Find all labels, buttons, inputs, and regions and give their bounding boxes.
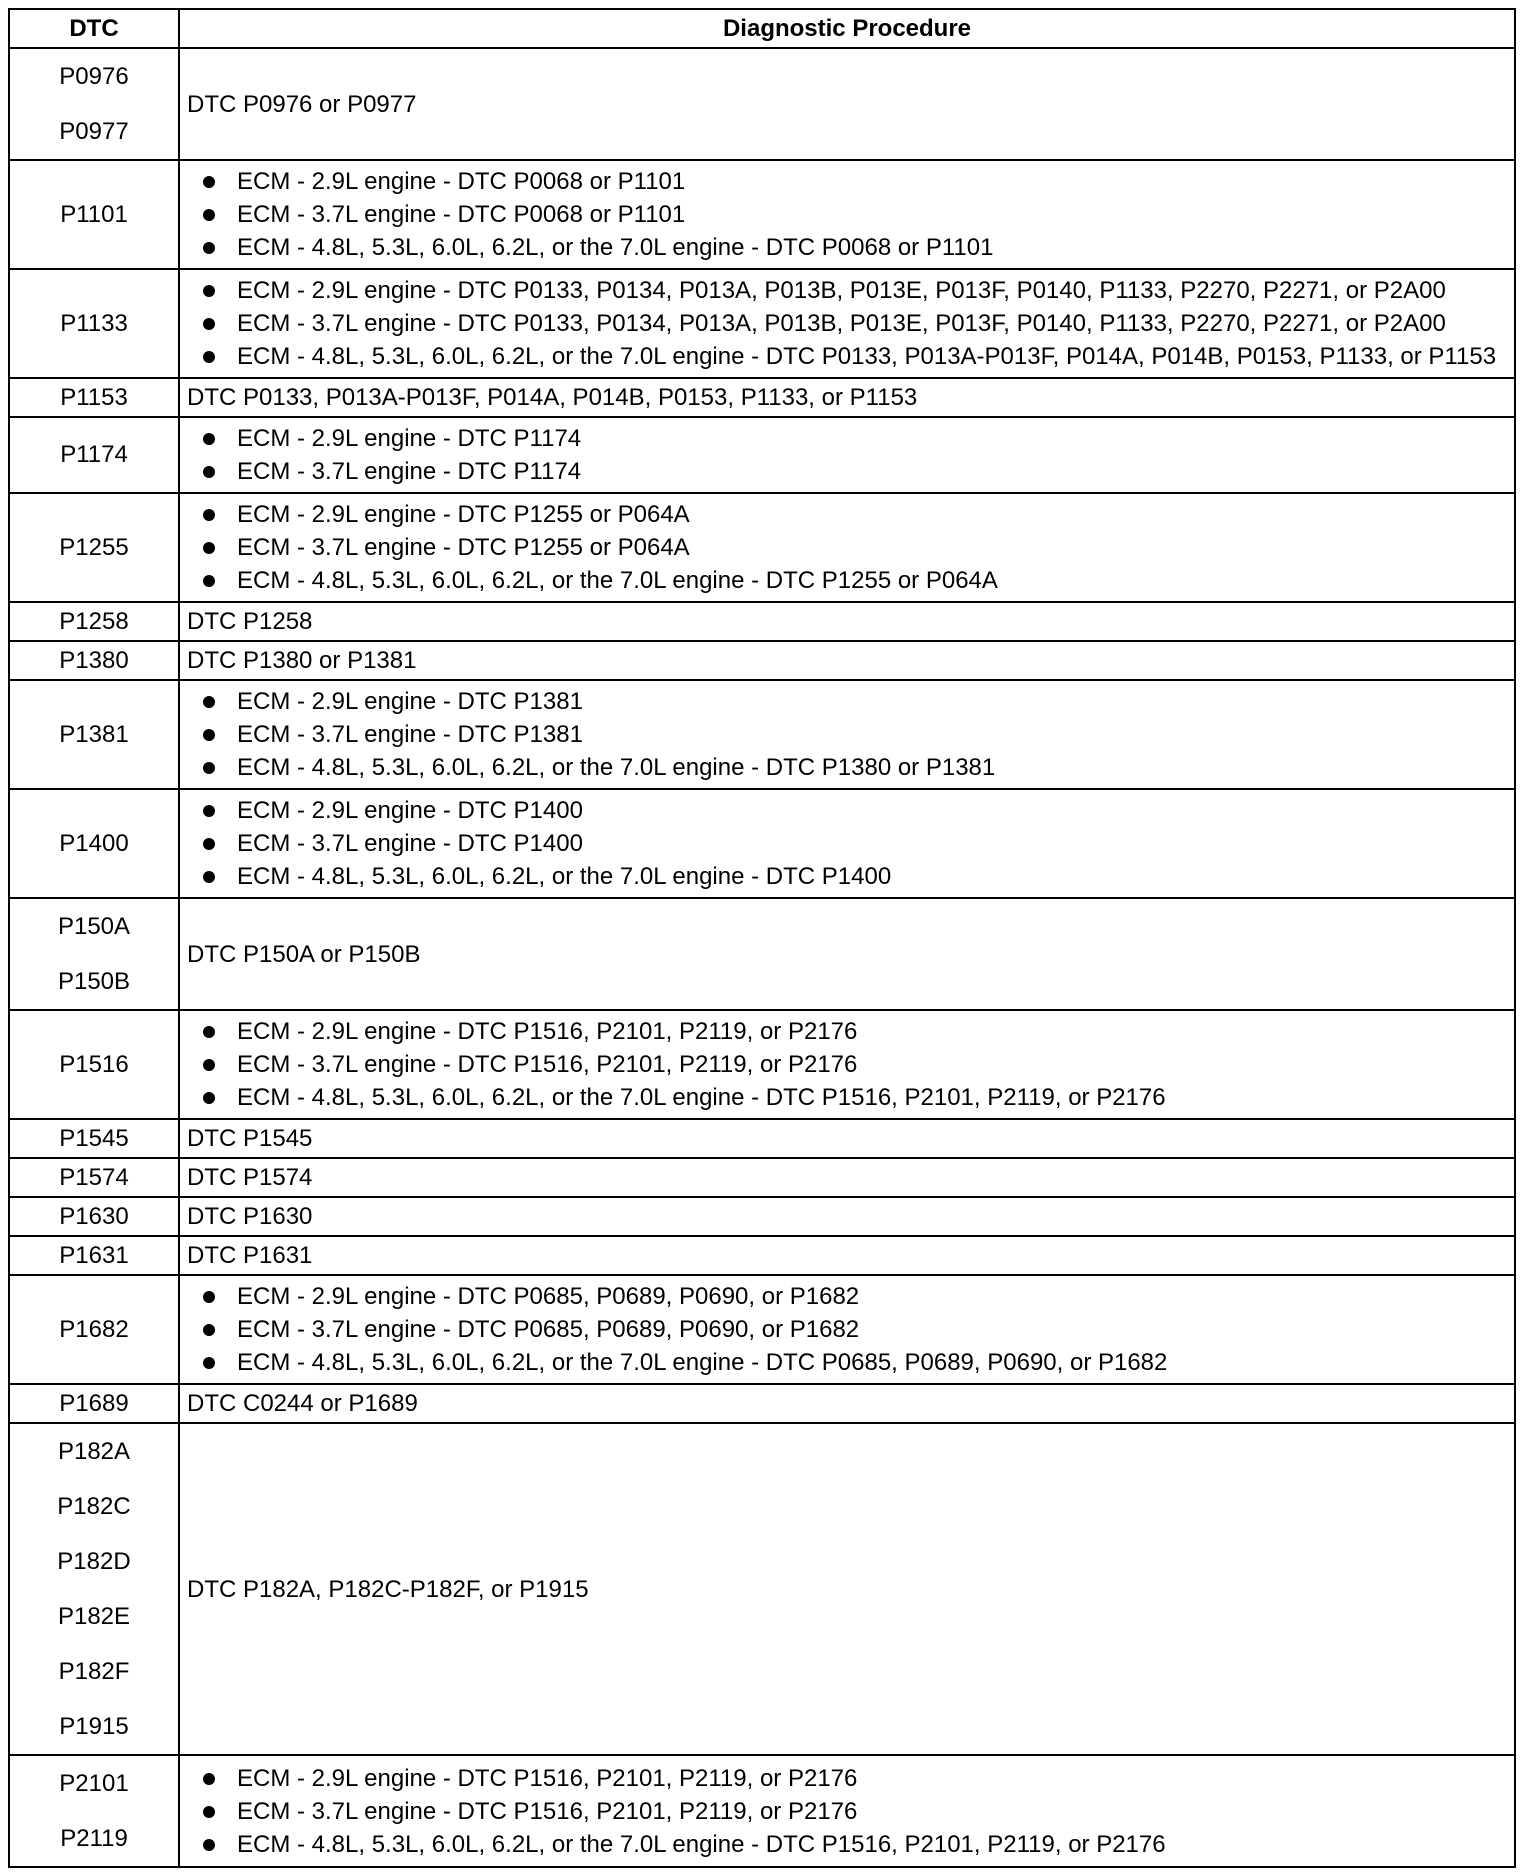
bullet-icon <box>203 509 215 521</box>
procedure-bullet-list <box>187 794 1506 893</box>
dtc-code: P1545 <box>59 1124 129 1152</box>
procedure-link-text[interactable]: ECM - 2.9L engine - DTC P1516, P2101, P2119, or P2176 <box>237 1764 858 1792</box>
dtc-code: P182F <box>58 1658 130 1685</box>
dtc-code: P1516 <box>59 1050 129 1078</box>
procedure-link-text[interactable]: ECM - 4.8L, 5.3L, 6.0L, 6.2L, or the 7.0L engine - DTC P0685, P0689, P0690, or P1682 <box>237 1349 1168 1376</box>
diagnostic-procedure-cell <box>179 378 1515 417</box>
procedure-link-text[interactable]: ECM - 3.7L engine - DTC P1400 <box>237 830 583 857</box>
procedure-link-text[interactable]: DTC P1631 <box>187 1242 313 1269</box>
procedure-bullet-item <box>187 827 1506 860</box>
procedure-link-text[interactable]: ECM - 3.7L engine - DTC P1174 <box>237 458 582 485</box>
procedure-link-text[interactable]: DTC P0976 or P0977 <box>187 90 417 118</box>
table-row <box>9 1384 1515 1423</box>
bullet-icon <box>203 542 215 554</box>
dtc-code: P1682 <box>59 1315 129 1343</box>
diagnostic-procedure-cell <box>179 898 1515 1010</box>
procedure-bullet-item <box>187 1015 1506 1048</box>
table-row <box>9 1119 1515 1158</box>
dtc-code-cell <box>9 378 179 417</box>
dtc-code-cell <box>9 160 179 269</box>
bullet-icon <box>203 318 215 330</box>
table-row <box>9 898 1515 1010</box>
bullet-icon <box>203 805 215 817</box>
procedure-bullet-item <box>187 498 1506 531</box>
procedure-link-text[interactable]: ECM - 2.9L engine - DTC P1381 <box>237 688 583 715</box>
diagnostic-procedure-cell <box>179 1755 1515 1867</box>
bullet-icon <box>203 696 215 708</box>
diagnostic-procedure-cell <box>179 1010 1515 1119</box>
table-row <box>9 493 1515 602</box>
procedure-link-text[interactable]: ECM - 4.8L, 5.3L, 6.0L, 6.2L, or the 7.0L engine - DTC P1516, P2101, P2119, or P2176 <box>237 1084 1166 1111</box>
procedure-link-text[interactable]: ECM - 2.9L engine - DTC P0133, P0134, P013A, P013B, P013E, P013F, P0140, P1133, P2270, P2271, or P2A00 <box>237 277 1446 304</box>
dtc-code: P1689 <box>59 1389 129 1417</box>
diagnostic-procedure-cell <box>179 789 1515 898</box>
dtc-code: P1255 <box>59 533 129 561</box>
bullet-icon <box>203 729 215 741</box>
dtc-code-cell <box>9 1197 179 1236</box>
procedure-link-text[interactable]: ECM - 3.7L engine - DTC P0068 or P1101 <box>237 201 686 228</box>
procedure-bullet-list <box>187 1015 1506 1114</box>
dtc-code: P1101 <box>60 200 128 228</box>
bullet-icon <box>203 1324 215 1336</box>
table-row <box>9 160 1515 269</box>
dtc-code: P2119 <box>60 1825 128 1852</box>
procedure-bullet-list <box>187 422 1506 488</box>
procedure-link-text[interactable]: DTC P1258 <box>187 608 313 635</box>
bullet-icon <box>203 242 215 254</box>
diagnostic-procedure-cell <box>179 1236 1515 1275</box>
dtc-code: P182C <box>57 1493 131 1520</box>
procedure-link-text[interactable]: DTC P0133, P013A-P013F, P014A, P014B, P0153, P1133, or P1153 <box>187 384 918 411</box>
procedure-link-text[interactable]: ECM - 2.9L engine - DTC P0068 or P1101 <box>237 168 686 195</box>
bullet-icon <box>203 351 215 363</box>
table-row <box>9 641 1515 680</box>
dtc-code-cell <box>9 1275 179 1384</box>
bullet-icon <box>203 1291 215 1303</box>
diagnostic-procedure-cell <box>179 493 1515 602</box>
dtc-code-cell <box>9 898 179 1010</box>
table-header-row <box>9 9 1515 48</box>
bullet-icon <box>203 871 215 883</box>
dtc-column-header: DTC <box>9 9 179 48</box>
dtc-code-cell <box>9 1423 179 1755</box>
procedure-bullet-item <box>187 1828 1506 1861</box>
dtc-code-cell <box>9 641 179 680</box>
dtc-code: P182E <box>57 1603 131 1630</box>
dtc-code: P1630 <box>59 1202 129 1230</box>
procedure-bullet-item <box>187 531 1506 564</box>
procedure-link-text[interactable]: DTC P1574 <box>187 1164 313 1191</box>
diagnostic-procedure-cell <box>179 1275 1515 1384</box>
procedure-link-text[interactable]: ECM - 2.9L engine - DTC P0685, P0689, P0690, or P1682 <box>237 1283 860 1310</box>
procedure-link-text[interactable]: ECM - 3.7L engine - DTC P1255 or P064A <box>237 534 690 561</box>
procedure-link-text[interactable]: ECM - 4.8L, 5.3L, 6.0L, 6.2L, or the 7.0L engine - DTC P0133, P013A-P013F, P014A, P014B, P0153, P1133, or P1153 <box>237 343 1497 370</box>
procedure-link-text[interactable]: ECM - 2.9L engine - DTC P1174 <box>237 425 582 452</box>
table-row <box>9 48 1515 160</box>
bullet-icon <box>203 762 215 774</box>
diagnostic-procedure-cell <box>179 1197 1515 1236</box>
procedure-bullet-item <box>187 422 1506 455</box>
procedure-link-text[interactable]: DTC P1545 <box>187 1125 313 1152</box>
dtc-code-cell <box>9 789 179 898</box>
diagnostic-procedure-cell <box>179 641 1515 680</box>
procedure-bullet-item <box>187 1313 1506 1346</box>
dtc-code: P150A <box>57 913 131 940</box>
bullet-icon <box>203 466 215 478</box>
diagnostic-procedure-cell <box>179 602 1515 641</box>
table-row <box>9 1010 1515 1119</box>
procedure-bullet-item <box>187 718 1506 751</box>
dtc-code-cell <box>9 1119 179 1158</box>
procedure-bullet-item <box>187 274 1506 307</box>
table-row <box>9 1755 1515 1867</box>
diagnostic-procedure-cell <box>179 48 1515 160</box>
procedure-bullet-item <box>187 794 1506 827</box>
procedure-link-text[interactable]: ECM - 3.7L engine - DTC P1516, P2101, P2119, or P2176 <box>237 1051 858 1078</box>
procedure-bullet-list <box>187 498 1506 597</box>
dtc-code: P182A <box>57 1438 131 1465</box>
diagnostic-procedure-cell <box>179 417 1515 493</box>
dtc-code: P1574 <box>59 1163 129 1191</box>
diagnostic-procedure-cell <box>179 1384 1515 1423</box>
dtc-code-cell <box>9 1755 179 1867</box>
table-row <box>9 602 1515 641</box>
dtc-code-cell <box>9 680 179 789</box>
procedure-link-text[interactable]: DTC P1630 <box>187 1203 313 1230</box>
dtc-code-cell <box>9 493 179 602</box>
procedure-bullet-list <box>187 165 1506 264</box>
procedure-link-text[interactable]: ECM - 3.7L engine - DTC P1381 <box>237 721 583 748</box>
procedure-link-text[interactable]: ECM - 2.9L engine - DTC P1255 or P064A <box>237 501 690 528</box>
diagnostic-procedure-cell <box>179 680 1515 789</box>
diagnostic-procedure-cell <box>179 1158 1515 1197</box>
procedure-bullet-list <box>187 1762 1506 1861</box>
bullet-icon <box>203 1357 215 1369</box>
dtc-code-cell <box>9 1384 179 1423</box>
bullet-icon <box>203 433 215 445</box>
procedure-link-text[interactable]: ECM - 2.9L engine - DTC P1516, P2101, P2119, or P2176 <box>237 1018 858 1045</box>
bullet-icon <box>203 209 215 221</box>
dtc-code: P2101 <box>59 1770 129 1797</box>
dtc-code-cell <box>9 417 179 493</box>
table-row <box>9 269 1515 378</box>
procedure-link-text[interactable]: DTC C0244 or P1689 <box>187 1390 418 1417</box>
procedure-bullet-list <box>187 685 1506 784</box>
procedure-link-text[interactable]: ECM - 3.7L engine - DTC P0133, P0134, P013A, P013B, P013E, P013F, P0140, P1133, P2270, P2271, or P2A00 <box>237 310 1446 337</box>
dtc-code: P1380 <box>59 646 129 674</box>
bullet-icon <box>203 1839 215 1851</box>
procedure-bullet-item <box>187 165 1506 198</box>
dtc-code-cell <box>9 1158 179 1197</box>
procedure-bullet-list <box>187 274 1506 373</box>
dtc-code-cell <box>9 48 179 160</box>
procedure-bullet-item <box>187 751 1506 784</box>
diagnostic-procedure-cell <box>179 1119 1515 1158</box>
dtc-table <box>8 8 1516 1868</box>
dtc-code: P1174 <box>60 441 128 468</box>
procedure-bullet-item <box>187 455 1506 488</box>
dtc-code: P0977 <box>59 118 129 145</box>
procedure-bullet-item <box>187 307 1506 340</box>
dtc-code: P182D <box>57 1548 131 1575</box>
procedure-bullet-item <box>187 564 1506 597</box>
table-row <box>9 1158 1515 1197</box>
procedure-link-text[interactable]: ECM - 4.8L, 5.3L, 6.0L, 6.2L, or the 7.0L engine - DTC P1255 or P064A <box>237 567 998 594</box>
dtc-code: P1153 <box>60 383 128 411</box>
bullet-icon <box>203 575 215 587</box>
procedure-link-text[interactable]: DTC P150A or P150B <box>187 940 421 968</box>
diagnostic-procedure-cell <box>179 1423 1515 1755</box>
procedure-link-text[interactable]: ECM - 3.7L engine - DTC P1516, P2101, P2119, or P2176 <box>237 1797 858 1825</box>
procedure-link-text[interactable]: DTC P182A, P182C-P182F, or P1915 <box>187 1575 589 1603</box>
dtc-code: P150B <box>57 968 131 995</box>
bullet-icon <box>203 838 215 850</box>
procedure-bullet-item <box>187 1762 1506 1795</box>
procedure-bullet-item <box>187 860 1506 893</box>
diagnostic-procedure-cell <box>179 269 1515 378</box>
procedure-link-text[interactable]: ECM - 4.8L, 5.3L, 6.0L, 6.2L, or the 7.0L engine - DTC P0068 or P1101 <box>237 234 994 261</box>
procedure-bullet-item <box>187 231 1506 264</box>
procedure-link-text[interactable]: ECM - 4.8L, 5.3L, 6.0L, 6.2L, or the 7.0L engine - DTC P1400 <box>237 863 892 890</box>
procedure-bullet-item <box>187 1346 1506 1379</box>
bullet-icon <box>203 1026 215 1038</box>
bullet-icon <box>203 176 215 188</box>
dtc-code: P1258 <box>59 607 129 635</box>
procedure-bullet-list <box>187 1280 1506 1379</box>
bullet-icon <box>203 1806 215 1818</box>
procedure-link-text[interactable]: ECM - 4.8L, 5.3L, 6.0L, 6.2L, or the 7.0L engine - DTC P1516, P2101, P2119, or P2176 <box>237 1830 1166 1858</box>
procedure-link-text[interactable]: ECM - 4.8L, 5.3L, 6.0L, 6.2L, or the 7.0L engine - DTC P1380 or P1381 <box>237 754 996 781</box>
table-row <box>9 1197 1515 1236</box>
dtc-table-body <box>9 48 1515 1867</box>
procedure-link-text[interactable]: DTC P1380 or P1381 <box>187 647 417 674</box>
procedure-bullet-item <box>187 1081 1506 1114</box>
table-row <box>9 417 1515 493</box>
table-row <box>9 1275 1515 1384</box>
dtc-code: P1381 <box>59 720 129 748</box>
dtc-code-cell <box>9 602 179 641</box>
procedure-link-text[interactable]: ECM - 3.7L engine - DTC P0685, P0689, P0690, or P1682 <box>237 1316 860 1343</box>
procedure-bullet-item <box>187 685 1506 718</box>
procedure-bullet-item <box>187 1048 1506 1081</box>
dtc-code-cell <box>9 1010 179 1119</box>
bullet-icon <box>203 1773 215 1785</box>
procedure-column-header: Diagnostic Procedure <box>179 9 1515 48</box>
procedure-bullet-item <box>187 1280 1506 1313</box>
dtc-code-cell <box>9 269 179 378</box>
diagnostic-procedure-cell <box>179 160 1515 269</box>
table-row <box>9 378 1515 417</box>
dtc-code: P1133 <box>60 309 128 337</box>
procedure-bullet-item <box>187 1795 1506 1828</box>
table-row <box>9 1423 1515 1755</box>
table-row <box>9 789 1515 898</box>
procedure-link-text[interactable]: ECM - 2.9L engine - DTC P1400 <box>237 797 583 824</box>
bullet-icon <box>203 1092 215 1104</box>
dtc-code-cell <box>9 1236 179 1275</box>
dtc-code: P1400 <box>59 829 129 857</box>
table-row <box>9 680 1515 789</box>
table-row <box>9 1236 1515 1275</box>
procedure-bullet-item <box>187 198 1506 231</box>
procedure-bullet-item <box>187 340 1506 373</box>
dtc-code: P1631 <box>59 1241 129 1269</box>
dtc-code: P1915 <box>59 1713 129 1740</box>
bullet-icon <box>203 285 215 297</box>
dtc-code: P0976 <box>59 63 129 90</box>
bullet-icon <box>203 1059 215 1071</box>
